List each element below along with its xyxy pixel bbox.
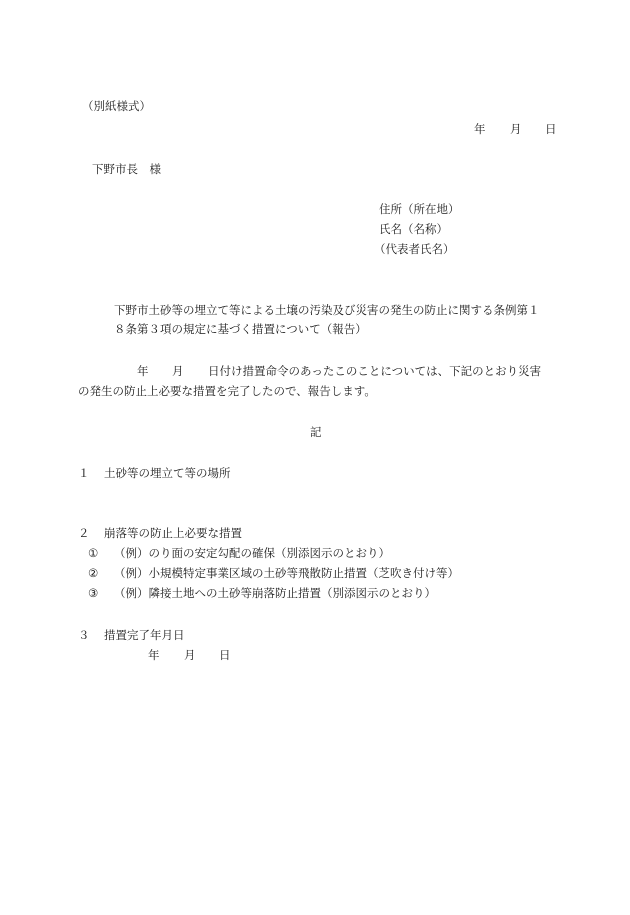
- measure-item-3-text: （例）隣接土地への土砂等崩落防止措置（別添図示のとおり）: [114, 586, 436, 600]
- section-1-number: １: [78, 466, 90, 480]
- date-year-label: 年: [474, 122, 486, 136]
- address-label: 住所（所在地）: [379, 202, 460, 216]
- body-text-line-1: 日付け措置命令のあったこのことについては、下記のとおり災害: [208, 364, 542, 378]
- completion-month-label: 月: [184, 648, 196, 662]
- measure-item-3-mark: ③: [88, 586, 99, 600]
- measure-item-2-mark: ②: [88, 566, 99, 580]
- section-1-title: 土砂等の埋立て等の場所: [104, 466, 231, 480]
- body-text-line-2: の発生の防止上必要な措置を完了したので、報告します。: [78, 384, 376, 398]
- completion-day-label: 日: [219, 648, 231, 662]
- section-3-title: 措置完了年月日: [104, 628, 185, 642]
- measure-item-1: [88, 548, 390, 560]
- measure-item-2-text: （例）小規模特定事業区域の土砂等飛散防止措置（芝吹き付け等）: [114, 566, 459, 580]
- body-month: 月: [172, 364, 184, 378]
- measure-item-2: [88, 568, 459, 580]
- subject-line-1: 下野市土砂等の埋立て等による土壌の汚染及び災害の発生の防止に関する条例第１: [114, 303, 540, 317]
- measure-item-3: [88, 588, 436, 600]
- body-year: 年: [137, 364, 149, 378]
- date-month-label: 月: [510, 122, 522, 136]
- representative-label: （代表者氏名）: [374, 242, 455, 256]
- name-label: 氏名（名称）: [379, 222, 448, 236]
- date-day-label: 日: [545, 122, 557, 136]
- completion-year-label: 年: [148, 648, 160, 662]
- section-3-number: ３: [78, 628, 90, 642]
- section-3-heading: [78, 630, 185, 642]
- measure-item-1-mark: ①: [88, 546, 99, 560]
- ki-heading: 記: [310, 425, 322, 439]
- addressee: 下野市長 様: [92, 162, 161, 176]
- section-2-heading: [78, 528, 242, 540]
- subject-line-2: ８条第３項の規定に基づく措置について（報告）: [114, 322, 367, 336]
- form-label: （別紙様式）: [82, 99, 151, 113]
- measure-item-1-text: （例）のり面の安定勾配の確保（別添図示のとおり）: [114, 546, 390, 560]
- section-2-number: ２: [78, 526, 90, 540]
- section-1-heading: [78, 468, 231, 480]
- section-2-title: 崩落等の防止上必要な措置: [104, 526, 242, 540]
